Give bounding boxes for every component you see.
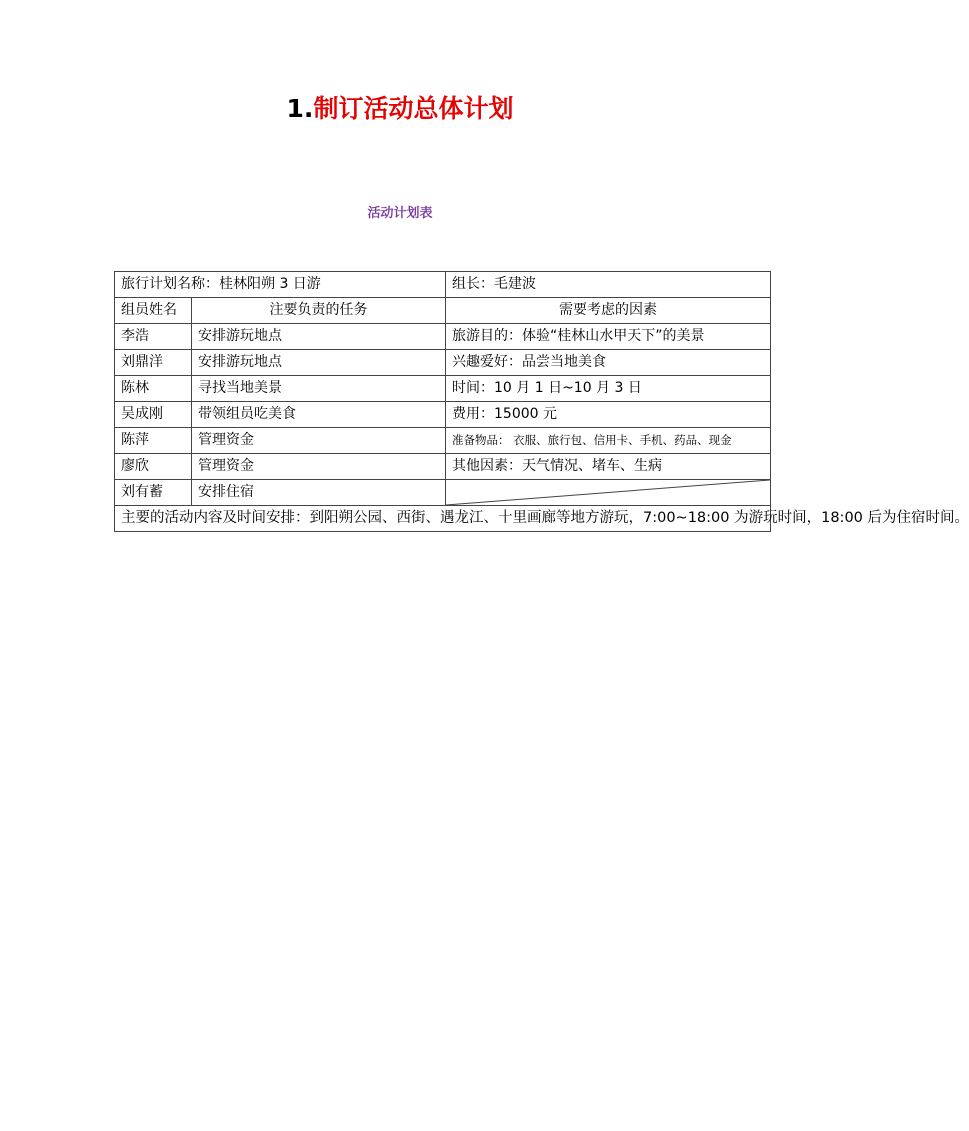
table-row bbox=[115, 402, 771, 428]
empty-factor-cell bbox=[446, 480, 771, 506]
member-task: 管理资金 bbox=[192, 454, 446, 480]
factor-cell: 其他因素：天气情况、堵车、生病 bbox=[446, 454, 771, 480]
table-header-row bbox=[115, 298, 771, 324]
column-header-factors: 需要考虑的因素 bbox=[446, 298, 771, 324]
table-subtitle: 活动计划表 bbox=[367, 206, 433, 221]
diagonal-line bbox=[446, 480, 770, 505]
member-name: 陈萍 bbox=[115, 428, 192, 454]
member-name: 刘鼎洋 bbox=[115, 350, 192, 376]
member-task: 安排游玩地点 bbox=[192, 324, 446, 350]
member-name: 李浩 bbox=[115, 324, 192, 350]
heading-number: 1. bbox=[286, 94, 314, 123]
member-name: 陈林 bbox=[115, 376, 192, 402]
column-header-member: 组员姓名 bbox=[115, 298, 192, 324]
factor-cell: 时间：10 月 1 日~10 月 3 日 bbox=[446, 376, 771, 402]
column-header-task: 注要负责的任务 bbox=[192, 298, 446, 324]
table-row bbox=[115, 480, 771, 506]
table-row bbox=[115, 324, 771, 350]
member-task: 寻找当地美景 bbox=[192, 376, 446, 402]
plan-name-cell: 旅行计划名称：桂林阳朔 3 日游 bbox=[115, 272, 446, 298]
activity-summary: 主要的活动内容及时间安排：到阳朔公园、西街、遇龙江、十里画廊等地方游玩，7:00~18:00 为游玩时间，18:00 后为住宿时间。 bbox=[115, 506, 771, 532]
member-name: 刘有蓄 bbox=[115, 480, 192, 506]
table-row bbox=[115, 350, 771, 376]
table-row bbox=[115, 428, 771, 454]
heading-text: 制订活动总体计划 bbox=[313, 94, 514, 123]
member-task: 安排游玩地点 bbox=[192, 350, 446, 376]
table-row bbox=[115, 454, 771, 480]
factor-cell: 兴趣爱好：品尝当地美食 bbox=[446, 350, 771, 376]
summary-row bbox=[115, 506, 771, 532]
page-heading bbox=[0, 92, 800, 126]
leader-cell: 组长：毛建波 bbox=[446, 272, 771, 298]
member-name: 吴成刚 bbox=[115, 402, 192, 428]
table-row bbox=[115, 376, 771, 402]
member-task: 带领组员吃美食 bbox=[192, 402, 446, 428]
factor-cell: 旅游目的：体验“桂林山水甲天下”的美景 bbox=[446, 324, 771, 350]
table-row-plan-name bbox=[115, 272, 771, 298]
factor-cell: 准备物品： 衣服、旅行包、信用卡、手机、药品、现金 bbox=[446, 428, 771, 454]
factor-cell: 费用：15000 元 bbox=[446, 402, 771, 428]
activity-plan-table bbox=[114, 271, 969, 532]
member-task: 安排住宿 bbox=[192, 480, 446, 506]
member-name: 廖欣 bbox=[115, 454, 192, 480]
member-task: 管理资金 bbox=[192, 428, 446, 454]
